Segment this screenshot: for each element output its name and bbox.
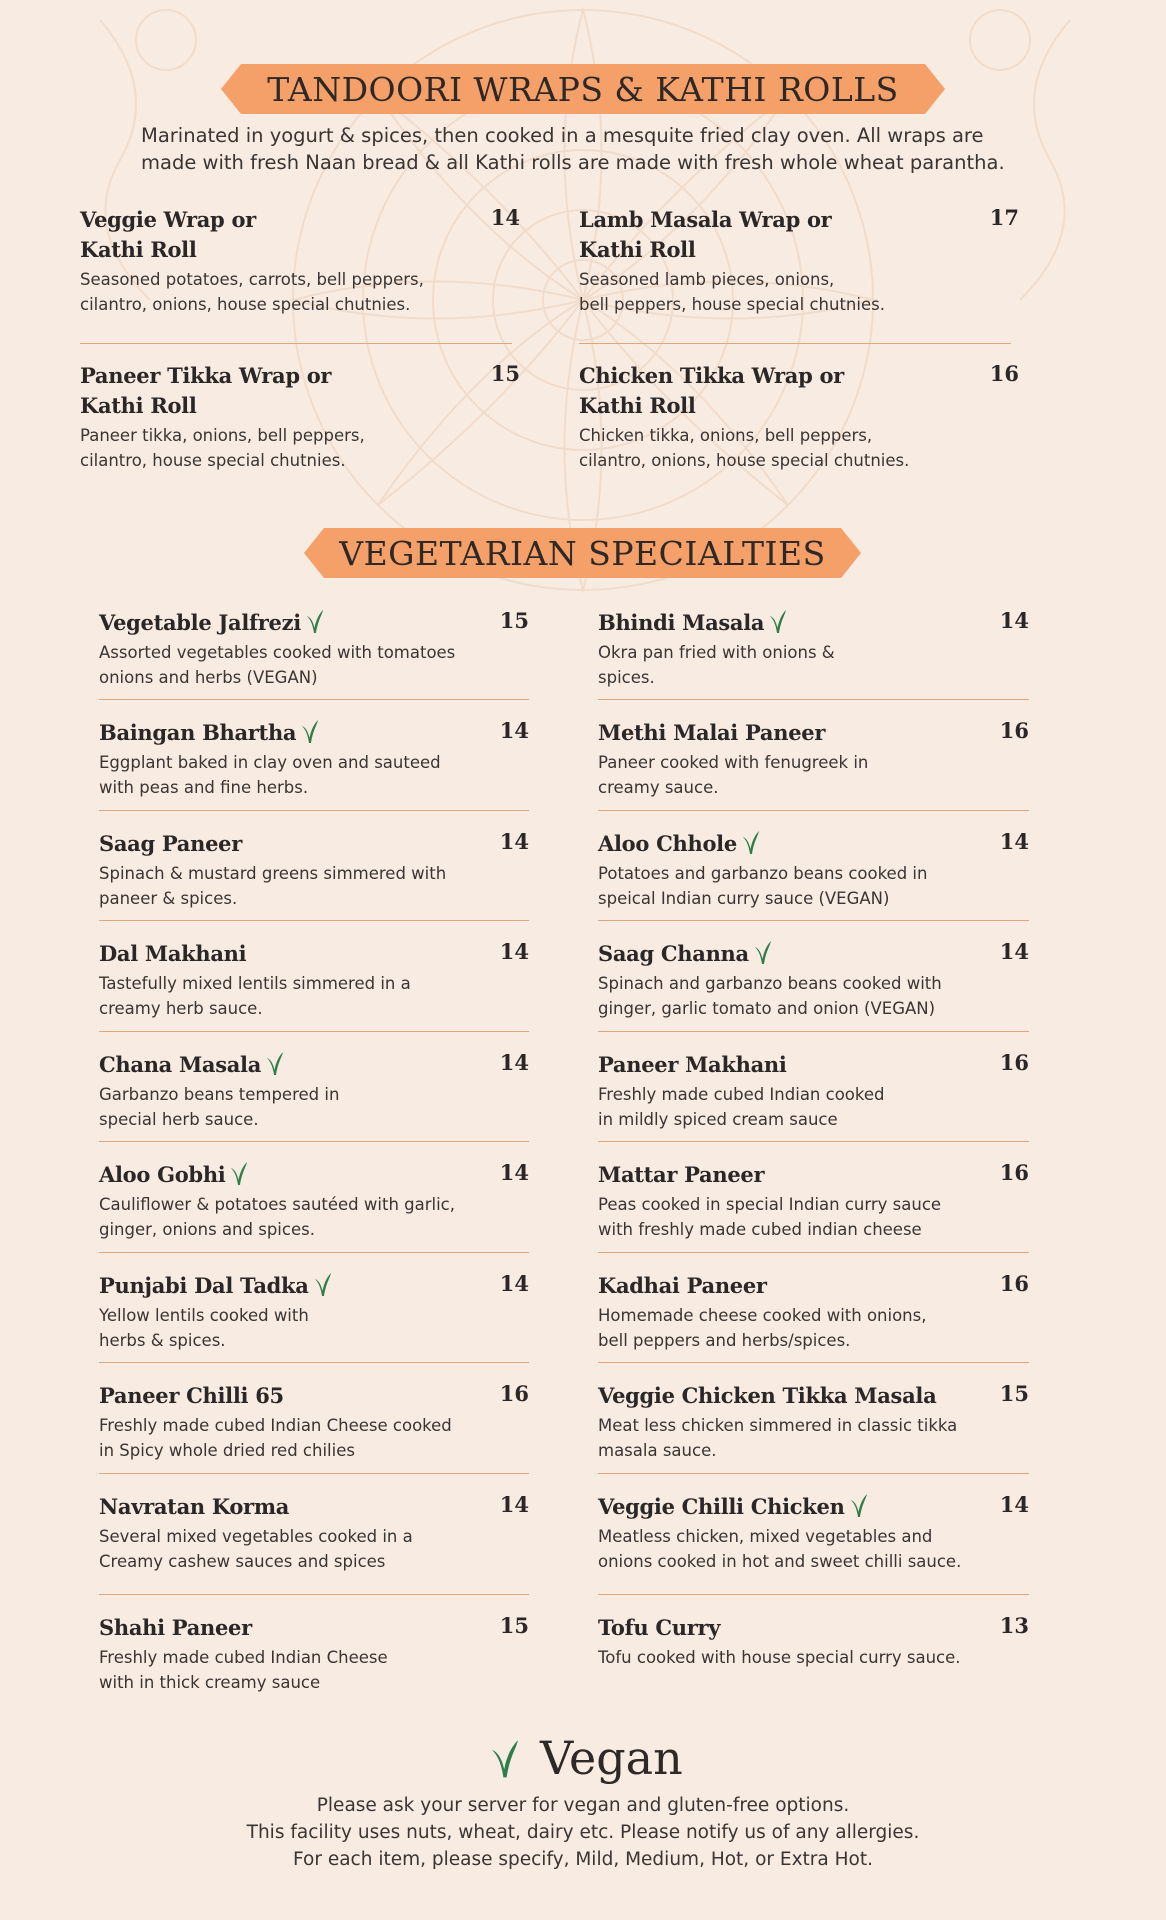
item-price: 16 [999,1271,1029,1296]
vegan-leaf-icon [229,1160,249,1186]
item-description: Garbanzo beans tempered in special herb sauce. [99,1085,340,1129]
veg-item [598,829,1029,911]
divider [598,1594,1029,1595]
veg-item [598,1381,1029,1463]
veg-item [99,829,529,911]
veg-item [99,1050,529,1132]
item-price: 14 [499,829,529,854]
item-description: Meat less chicken simmered in classic tikka masala sauce. [598,1416,958,1460]
veg-item [99,608,529,690]
divider [598,1141,1029,1142]
veg-item [598,608,1029,690]
item-name: Chana Masala [99,1050,529,1080]
item-name: Tofu Curry [598,1615,721,1640]
veg-section-title: VEGETARIAN SPECIALTIES [339,533,826,573]
divider [99,699,529,700]
item-description: Freshly made cubed Indian Cheese with in thick creamy sauce [99,1648,388,1692]
item-name: Paneer Makhani [598,1052,787,1077]
wraps-section-banner [221,64,945,114]
veg-item [598,718,1029,800]
item-description: Tofu cooked with house special curry sauce. [598,1648,961,1667]
item-price: 16 [999,718,1029,743]
vegan-leaf-icon [753,939,773,965]
item-name: Veggie Chilli Chicken [598,1492,1029,1522]
vegan-leaf-icon [768,608,788,634]
divider [99,1362,529,1363]
item-price: 14 [499,939,529,964]
item-price: 14 [999,829,1029,854]
vegan-legend [488,1728,683,1788]
item-description: Seasoned potatoes, carrots, bell peppers, cilantro, onions, house special chutnies. [80,270,424,314]
item-name: Saag Paneer [99,831,242,856]
divider [80,343,512,344]
item-name: Paneer Chilli 65 [99,1383,284,1408]
divider [99,810,529,811]
veg-item [99,1381,529,1463]
item-price: 14 [999,608,1029,633]
item-price: 14 [499,1271,529,1296]
item-description: Freshly made cubed Indian Cheese cooked in Spicy whole dried red chilies [99,1416,452,1460]
wrap-item-paneer-tikka [80,361,520,473]
divider [99,1594,529,1595]
item-name: Aloo Gobhi [99,1160,529,1190]
item-name: Saag Channa [598,939,1029,969]
veg-item [99,1271,529,1353]
divider [598,1362,1029,1363]
item-name: Veggie Wrap or Kathi Roll [80,207,256,262]
footer-note-3: For each item, please specify, Mild, Medium, Hot, or Extra Hot. [293,1849,873,1870]
item-price: 15 [999,1381,1029,1406]
item-description: Paneer cooked with fenugreek in creamy sauce. [598,753,869,797]
divider [598,920,1029,921]
item-description: Tastefully mixed lentils simmered in a creamy herb sauce. [99,974,411,1018]
item-price: 14 [499,718,529,743]
item-name: Dal Makhani [99,941,247,966]
item-name: Punjabi Dal Tadka [99,1271,529,1301]
veg-item [99,939,529,1021]
item-price: 16 [999,1050,1029,1075]
divider [598,1252,1029,1253]
item-name: Kadhai Paneer [598,1273,767,1298]
veg-item [99,1492,529,1574]
item-description: Cauliflower & potatoes sautéed with garlic, ginger, onions and spices. [99,1195,455,1239]
wraps-section-title: TANDOORI WRAPS & KATHI ROLLS [267,69,899,109]
wraps-section-intro: Marinated in yogurt & spices, then cooked in a mesquite fried clay oven. All wraps are made with fresh Naan bread & all Kathi rolls are made with fresh whole wheat parantha. [141,124,1005,174]
veg-item [99,718,529,800]
item-name: Shahi Paneer [99,1615,252,1640]
divider [99,1141,529,1142]
veg-item [598,1271,1029,1353]
veg-item [598,1613,1029,1671]
item-name: Mattar Paneer [598,1162,765,1187]
item-description: Spinach & mustard greens simmered with paneer & spices. [99,864,447,908]
item-name: Methi Malai Paneer [598,720,826,745]
veg-item [99,1160,529,1242]
item-price: 16 [999,1160,1029,1185]
item-price: 14 [999,1492,1029,1517]
divider [598,1031,1029,1032]
item-description: Okra pan fried with onions & spices. [598,643,835,687]
vegan-leaf-icon [849,1492,869,1518]
item-price: 14 [499,1492,529,1517]
item-description: Several mixed vegetables cooked in a Creamy cashew sauces and spices [99,1527,413,1571]
divider [99,1252,529,1253]
item-name: Aloo Chhole [598,829,1029,859]
item-price: 14 [490,205,520,230]
item-name: Baingan Bhartha [99,718,529,748]
vegan-leaf-icon [265,1050,285,1076]
item-price: 14 [999,939,1029,964]
item-price: 14 [499,1160,529,1185]
veg-section-banner [304,528,861,578]
item-price: 16 [499,1381,529,1406]
divider [99,1473,529,1474]
divider [579,343,1011,344]
item-description: Chicken tikka, onions, bell peppers, cilantro, onions, house special chutnies. [579,426,910,470]
vegan-legend-label: Vegan [540,1731,683,1785]
item-name: Chicken Tikka Wrap or Kathi Roll [579,363,844,418]
divider [598,1473,1029,1474]
item-price: 16 [989,361,1019,386]
item-description: Spinach and garbanzo beans cooked with ginger, garlic tomato and onion (VEGAN) [598,974,942,1018]
item-price: 15 [499,608,529,633]
wrap-item-lamb [579,205,1019,317]
vegan-leaf-icon [305,608,325,634]
item-description: Assorted vegetables cooked with tomatoes onions and herbs (VEGAN) [99,643,456,687]
veg-item [598,1050,1029,1132]
veg-item [598,939,1029,1021]
divider [598,810,1029,811]
item-description: Potatoes and garbanzo beans cooked in speical Indian curry sauce (VEGAN) [598,864,928,908]
item-name: Lamb Masala Wrap or Kathi Roll [579,207,832,262]
item-description: Peas cooked in special Indian curry sauce with freshly made cubed indian cheese [598,1195,942,1239]
item-description: Homemade cheese cooked with onions, bell peppers and herbs/spices. [598,1306,927,1350]
item-name: Bhindi Masala [598,608,1029,638]
item-description: Paneer tikka, onions, bell peppers, cilantro, house special chutnies. [80,426,365,470]
item-price: 17 [989,205,1019,230]
divider [99,920,529,921]
vegan-leaf-icon [313,1271,333,1297]
vegan-leaf-icon [741,829,761,855]
item-price: 13 [999,1613,1029,1638]
item-name: Navratan Korma [99,1494,290,1519]
wrap-item-veggie [80,205,520,317]
item-name: Paneer Tikka Wrap or Kathi Roll [80,363,332,418]
item-description: Yellow lentils cooked with herbs & spices. [99,1306,309,1350]
footer-note-2: This facility uses nuts, wheat, dairy etc. Please notify us of any allergies. [246,1822,920,1843]
wrap-item-chicken-tikka [579,361,1019,473]
vegan-leaf-icon [300,718,320,744]
footer-note-1: Please ask your server for vegan and gluten-free options. [316,1795,850,1816]
item-description: Eggplant baked in clay oven and sauteed with peas and fine herbs. [99,753,441,797]
item-price: 14 [499,1050,529,1075]
item-description: Freshly made cubed Indian cooked in mildly spiced cream sauce [598,1085,885,1129]
item-price: 15 [490,361,520,386]
item-description: Meatless chicken, mixed vegetables and onions cooked in hot and sweet chilli sauce. [598,1527,962,1571]
item-name: Vegetable Jalfrezi [99,608,529,638]
item-price: 15 [499,1613,529,1638]
veg-item [598,1492,1029,1574]
veg-item [99,1613,529,1695]
divider [99,1031,529,1032]
veg-item [598,1160,1029,1242]
divider [598,699,1029,700]
item-name: Veggie Chicken Tikka Masala [598,1383,937,1408]
item-description: Seasoned lamb pieces, onions, bell peppers, house special chutnies. [579,270,885,314]
vegan-leaf-icon [488,1737,522,1779]
